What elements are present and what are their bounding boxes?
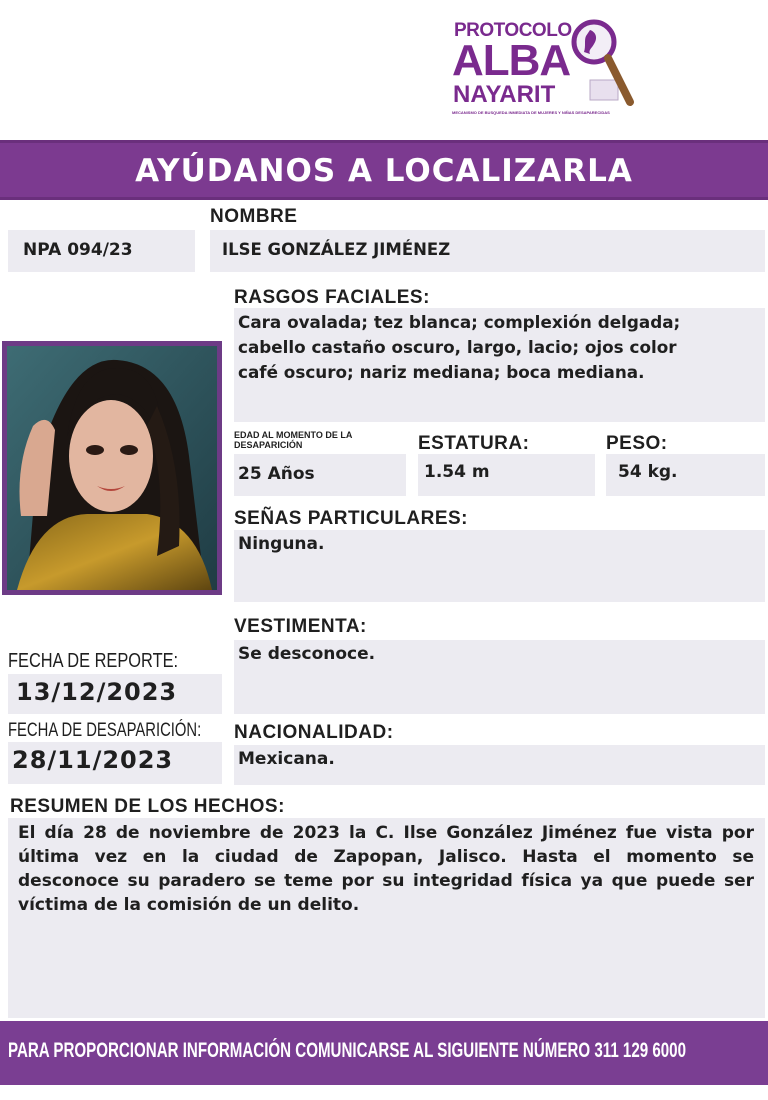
rasgos-label: RASGOS FACIALES:: [234, 287, 430, 308]
vestimenta-label: VESTIMENTA:: [234, 616, 367, 637]
fecha-desaparicion-box: [8, 742, 222, 784]
edad-label-line2: DESAPARICIÓN: [234, 440, 303, 450]
fecha-desaparicion-label: FECHA DE DESAPARICIÓN:: [8, 720, 202, 741]
missing-person-photo: [2, 341, 222, 595]
peso-box: [606, 454, 765, 496]
rasgos-box: [234, 308, 765, 422]
folio-value: NPA 094/23: [23, 240, 133, 260]
magnifier-icon: [566, 14, 636, 110]
rasgos-line-3: café oscuro; nariz mediana; boca mediana.: [238, 362, 645, 382]
edad-label: [234, 430, 352, 450]
vestimenta-value: Se desconoce.: [238, 644, 376, 664]
footer-banner: [0, 1021, 768, 1085]
resumen-text: El día 28 de noviembre de 2023 la C. Ilse González Jiménez fue vista por última vez en la ciudad de Zapopan, Jalisco. Hasta el momento se desconoce su paradero se teme por su integridad física ya que puede ser víctima de la comisión de un delito.: [18, 823, 754, 915]
header-title: AYÚDANOS A LOCALIZARLA: [135, 153, 633, 189]
nombre-label: NOMBRE: [210, 206, 298, 227]
logo-line1: PROTOCOLO: [454, 20, 572, 41]
nacionalidad-box: [234, 745, 765, 785]
vestimenta-box: [234, 640, 765, 714]
fecha-desaparicion-value: 28/11/2023: [12, 746, 174, 774]
resumen-label: RESUMEN DE LOS HECHOS:: [10, 796, 285, 817]
protocolo-alba-logo: [448, 14, 634, 120]
fecha-reporte-value: 13/12/2023: [16, 678, 178, 706]
nombre-box: [210, 230, 765, 272]
fecha-reporte-box: [8, 674, 222, 714]
fecha-reporte-label: FECHA DE REPORTE:: [8, 650, 179, 672]
resumen-box: [8, 818, 765, 1018]
senas-label: SEÑAS PARTICULARES:: [234, 508, 468, 529]
senas-value: Ninguna.: [238, 534, 325, 554]
portrait-image: [7, 346, 217, 590]
nacionalidad-label: NACIONALIDAD:: [234, 722, 394, 743]
peso-value: 54 kg.: [618, 462, 678, 482]
logo-line2: ALBA: [452, 36, 571, 85]
senas-box: [234, 530, 765, 602]
logo-subtitle: MECANISMO DE BUSQUEDA INMEDIATA DE MUJERES Y NIÑAS DESAPARECIDAS: [452, 110, 610, 115]
rasgos-line-2: cabello castaño oscuro, largo, lacio; ojos color: [238, 337, 677, 357]
edad-label-line1: EDAD AL MOMENTO DE LA: [234, 430, 353, 440]
rasgos-line-1: Cara ovalada; tez blanca; complexión delgada;: [238, 312, 681, 332]
folio-box: [8, 230, 195, 272]
nombre-value: ILSE GONZÁLEZ JIMÉNEZ: [222, 240, 451, 259]
edad-value: 25 Años: [238, 464, 315, 484]
logo-line3: NAYARIT: [453, 81, 556, 108]
header-banner: [0, 140, 768, 200]
peso-label: PESO:: [606, 433, 668, 454]
nacionalidad-value: Mexicana.: [238, 749, 335, 769]
edad-box: [234, 454, 406, 496]
estatura-box: [418, 454, 595, 496]
estatura-value: 1.54 m: [424, 462, 490, 482]
estatura-label: ESTATURA:: [418, 433, 530, 454]
footer-contact-text: PARA PROPORCIONAR INFORMACIÓN COMUNICARSE AL SIGUIENTE NÚMERO 311 129 6000: [8, 1039, 687, 1062]
